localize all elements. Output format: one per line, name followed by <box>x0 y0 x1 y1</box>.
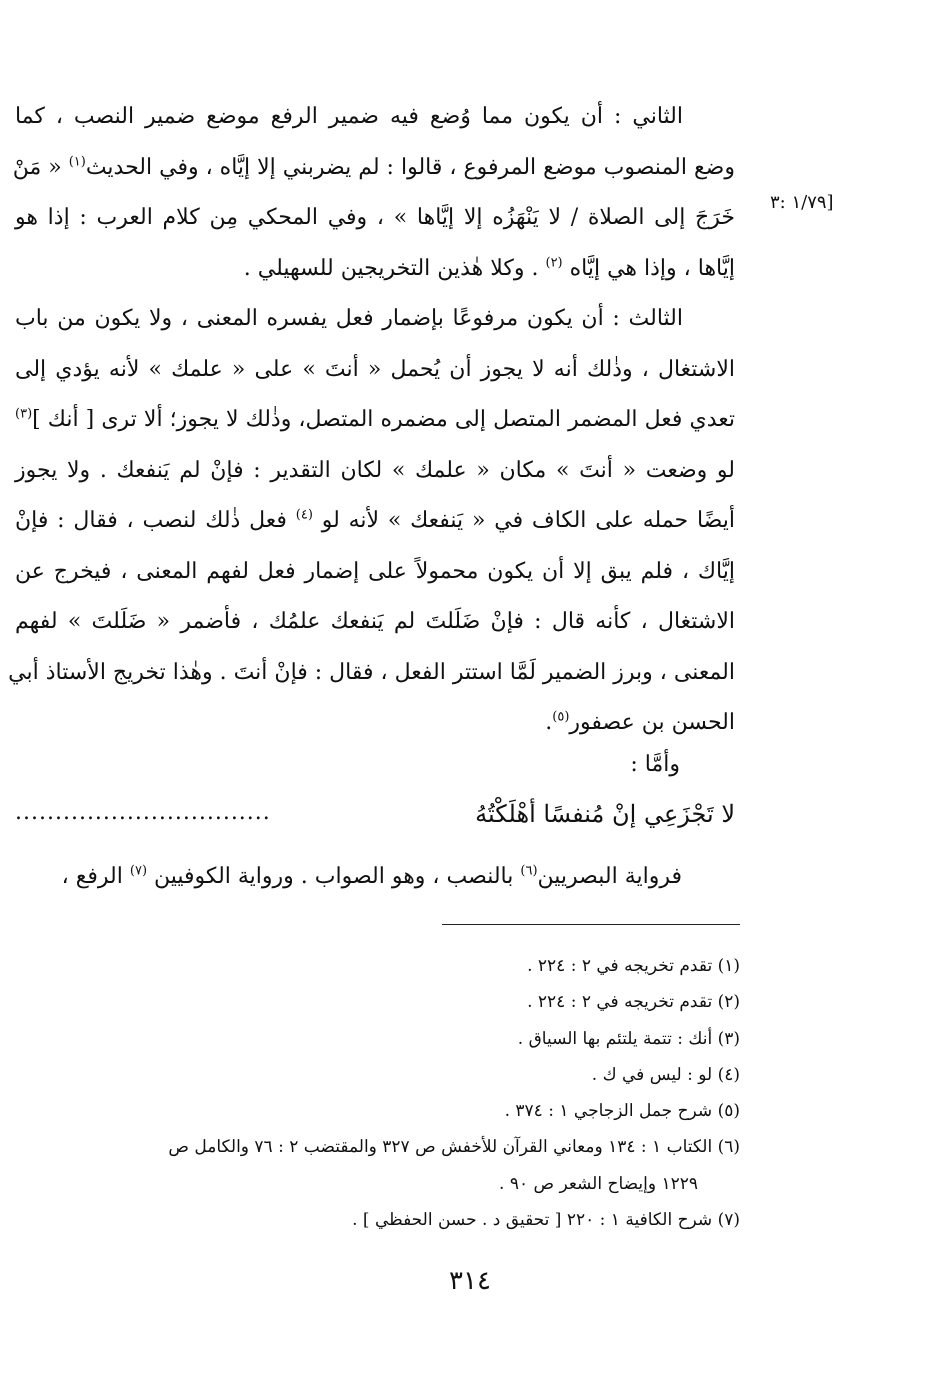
footnote-1: (١) تقدم تخريجه في ٢ : ٢٢٤ . <box>527 956 740 976</box>
paragraph-1-line-4: إيَّاها ، وإذا هي إيَّاه $^{(٢)}$ . وكلا هٰذين التخريجين للسهيلي . <box>243 255 735 281</box>
verse-intro: وأمَّا : <box>630 752 680 777</box>
paragraph-2-line-2: الاشتغال ، وذٰلك أنه لا يجوز أن يُحمل « أنتَ » على « علمك » لأنه يؤدي إلى <box>15 356 735 382</box>
paragraph-2-line-4: لو وضعت « أنتَ » مكان « علمك » لكان التقدير : فإنْ لم يَنفعك . ولا يجوز <box>15 457 735 483</box>
paragraph-2-line-6: إيَّاك ، فلم يبق إلا أن يكون محمولاً على إضمار فعل لفهم المعنى ، فيخرج عن <box>15 558 735 584</box>
paragraph-2-line-5: أيضًا حمله على الكاف في « يَنفعك » لأنه لو $^{(٤)}$ فعل ذٰلك لنصب ، فقال : فإنْ <box>15 507 735 533</box>
paragraph-2-line-9: الحسن بن عصفور$^{(٥)}$. <box>545 709 735 735</box>
after-verse-line: فرواية البصريين$^{(٦)}$ بالنصب ، وهو الصواب . ورواية الكوفيين $^{(٧)}$ الرفع ، <box>61 863 682 889</box>
paragraph-1-line-1: الثاني : أن يكون مما وُضع فيه ضمير الرفع موضع ضمير النصب ، كما <box>15 104 683 129</box>
paragraph-2-line-8: المعنى ، وبرز الضمير لَمَّا استتر الفعل ، فقال : فإنْ أنتَ . وهٰذا تخريج الأستاذ أبي <box>8 659 735 685</box>
verse-omitted-hemistich: ................................ <box>15 800 271 825</box>
footnote-ref-7: (٧) <box>129 863 148 879</box>
poetry-verse <box>15 800 735 844</box>
footnote-6: (٦) الكتاب ١ : ١٣٤ ومعاني القرآن للأخفش ص ٣٢٧ والمقتضب ٢ : ٧٦ والكامل ص <box>168 1137 740 1158</box>
footnote-ref-5: (٥) <box>552 709 570 725</box>
main-text-body <box>8 92 735 749</box>
footnote-3: (٣) أنك : تتمة يلتئم بها السياق . <box>517 1028 740 1049</box>
footnote-ref-4: (٤) <box>295 507 313 523</box>
footnote-6-continuation: ١٢٢٩ وإيضاح الشعر ص ٩٠ . <box>499 1173 698 1194</box>
page-number: ٣١٤ <box>449 1266 491 1296</box>
footnote-ref-2: (٢) <box>545 255 563 271</box>
paragraph-2-line-1: الثالث : أن يكون مرفوعًا بإضمار فعل يفسره المعنى ، ولا يكون من باب <box>15 306 683 331</box>
footnote-7: (٧) شرح الكافية ١ : ٢٢٠ [ تحقيق د . حسن الحفظي ] . <box>352 1210 740 1231</box>
footnote-ref-1: (١) <box>68 154 86 170</box>
footnote-5: (٥) شرح جمل الزجاجي ١ : ٣٧٤ . <box>504 1101 740 1122</box>
paragraph-2-line-3: تعدي فعل المضمر المتصل إلى مضمره المتصل، وذٰلك لا يجوز؛ ألا ترى [ أنك ]$^{(٣)}$ <box>15 406 735 432</box>
footnotes <box>32 948 740 1238</box>
footnote-ref-6: (٦) <box>520 863 538 879</box>
margin-manuscript-reference: ١/٧٩ :٣] <box>770 192 834 213</box>
paragraph-1-line-3: خَرَجَ إلى الصلاة / لا يَنْهَزُه إلا إيَّاها » ، وفي المحكي مِن كلام العرب : إذا هو <box>15 205 735 230</box>
footnote-separator <box>442 924 740 925</box>
paragraph-1-line-2: وضع المنصوب موضع المرفوع ، قالوا : لم يضربني إلا إيَّاه ، وفي الحديث$^{(١)}$ « مَنْ <box>12 154 735 180</box>
footnote-4: (٤) لو : ليس في ك . <box>591 1064 740 1085</box>
footnote-2: (٢) تقدم تخريجه في ٢ : ٢٢٤ . <box>527 992 740 1013</box>
paragraph-2-line-7: الاشتغال ، كأنه قال : فإنْ ضَلَلتَ لم يَنفعك علمُك ، فأضمر « ضَلَلتَ » لفهم <box>15 609 735 634</box>
footnote-ref-3: (٣) <box>15 406 33 422</box>
verse-first-hemistich: لا تَجْزَعِي إنْ مُنفسًا أهْلَكْتُهُ <box>475 800 735 828</box>
